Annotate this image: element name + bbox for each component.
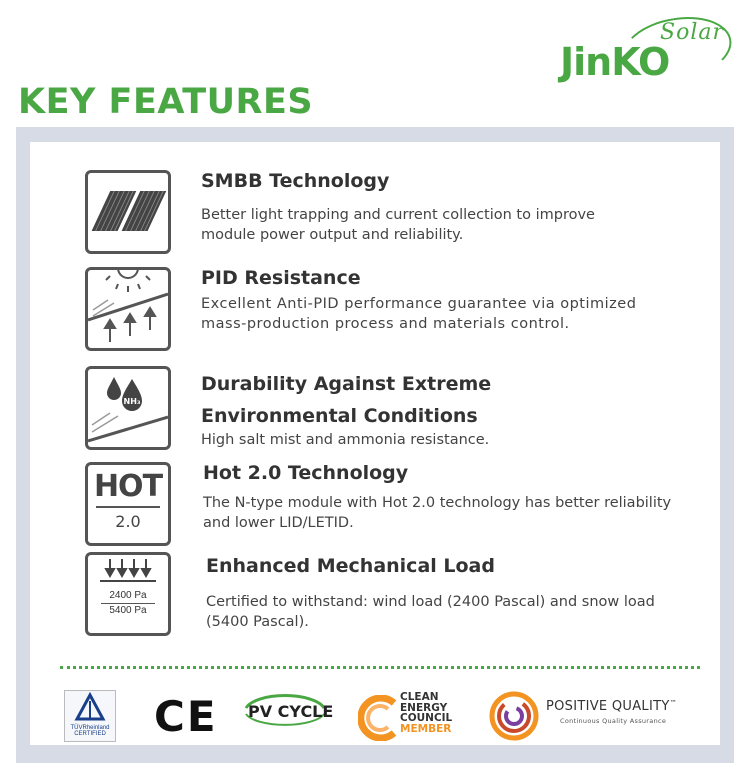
solar-panel-icon xyxy=(85,170,171,254)
clean-line-1: CLEAN xyxy=(400,691,439,703)
feature-description: Certified to withstand: wind load (2400 Pascal) and snow load (5400 Pascal). xyxy=(206,594,655,630)
pq-subtitle: Continuous Quality Assurance xyxy=(560,717,667,725)
positive-quality-mark xyxy=(488,690,540,742)
feature-title: Hot 2.0 Technology xyxy=(203,462,409,484)
load-divider xyxy=(101,603,155,604)
feature-description: High salt mist and ammonia resistance. xyxy=(201,432,490,448)
features-card xyxy=(30,142,720,745)
positive-quality-text xyxy=(546,699,677,757)
feature-description: Better light trapping and current collection to improve module power output and reliability. xyxy=(201,207,595,243)
feature-description: Excellent Anti-PID performance guarantee via optimized mass-production process and materials control. xyxy=(201,296,637,332)
jinko-solar-logo xyxy=(560,18,735,88)
hot-icon xyxy=(85,462,171,546)
tuv-text: TÜVRheinland CERTIFIED xyxy=(70,725,110,737)
ce-mark: CE xyxy=(154,692,218,741)
tuv-certified-logo xyxy=(64,690,116,742)
clean-energy-council-mark xyxy=(358,695,404,741)
mechanical-load-icon xyxy=(85,552,171,636)
wind-load-label: 2400 Pa xyxy=(109,590,147,601)
hot-version: 2.0 xyxy=(115,512,141,531)
ammonia-droplet-icon xyxy=(85,366,171,450)
pv-cycle-text: PV CYCLE xyxy=(248,702,334,721)
logo-sub-text: Solar xyxy=(660,20,724,45)
hot-divider xyxy=(96,506,160,508)
dotted-divider xyxy=(60,666,700,669)
feature-title: SMBB Technology xyxy=(201,170,390,192)
logo-brand-text: JinKO xyxy=(560,40,670,84)
clean-line-4: MEMBER xyxy=(400,722,452,735)
pv-cycle-logo xyxy=(248,702,333,760)
pid-resistance-icon xyxy=(85,267,171,351)
pq-title: POSITIVE QUALITY xyxy=(546,699,670,714)
page-title: KEY FEATURES xyxy=(18,82,314,122)
hot-label: HOT xyxy=(93,469,163,504)
clean-line-2: ENERGY xyxy=(400,701,448,714)
clean-energy-council-text xyxy=(400,692,452,750)
snow-load-label: 5400 Pa xyxy=(109,605,147,616)
feature-description: The N-type module with Hot 2.0 technology has better reliability and lower LID/LETID. xyxy=(203,495,672,531)
feature-title: Enhanced Mechanical Load xyxy=(206,555,495,577)
clean-line-3: COUNCIL xyxy=(400,712,453,724)
pq-trademark: ™ xyxy=(669,699,677,707)
feature-title: PID Resistance xyxy=(201,267,361,289)
feature-title: Durability Against Extreme Environmental Conditions xyxy=(201,373,492,427)
nh3-label: NH₃ xyxy=(123,397,141,406)
features-panel xyxy=(16,127,734,763)
